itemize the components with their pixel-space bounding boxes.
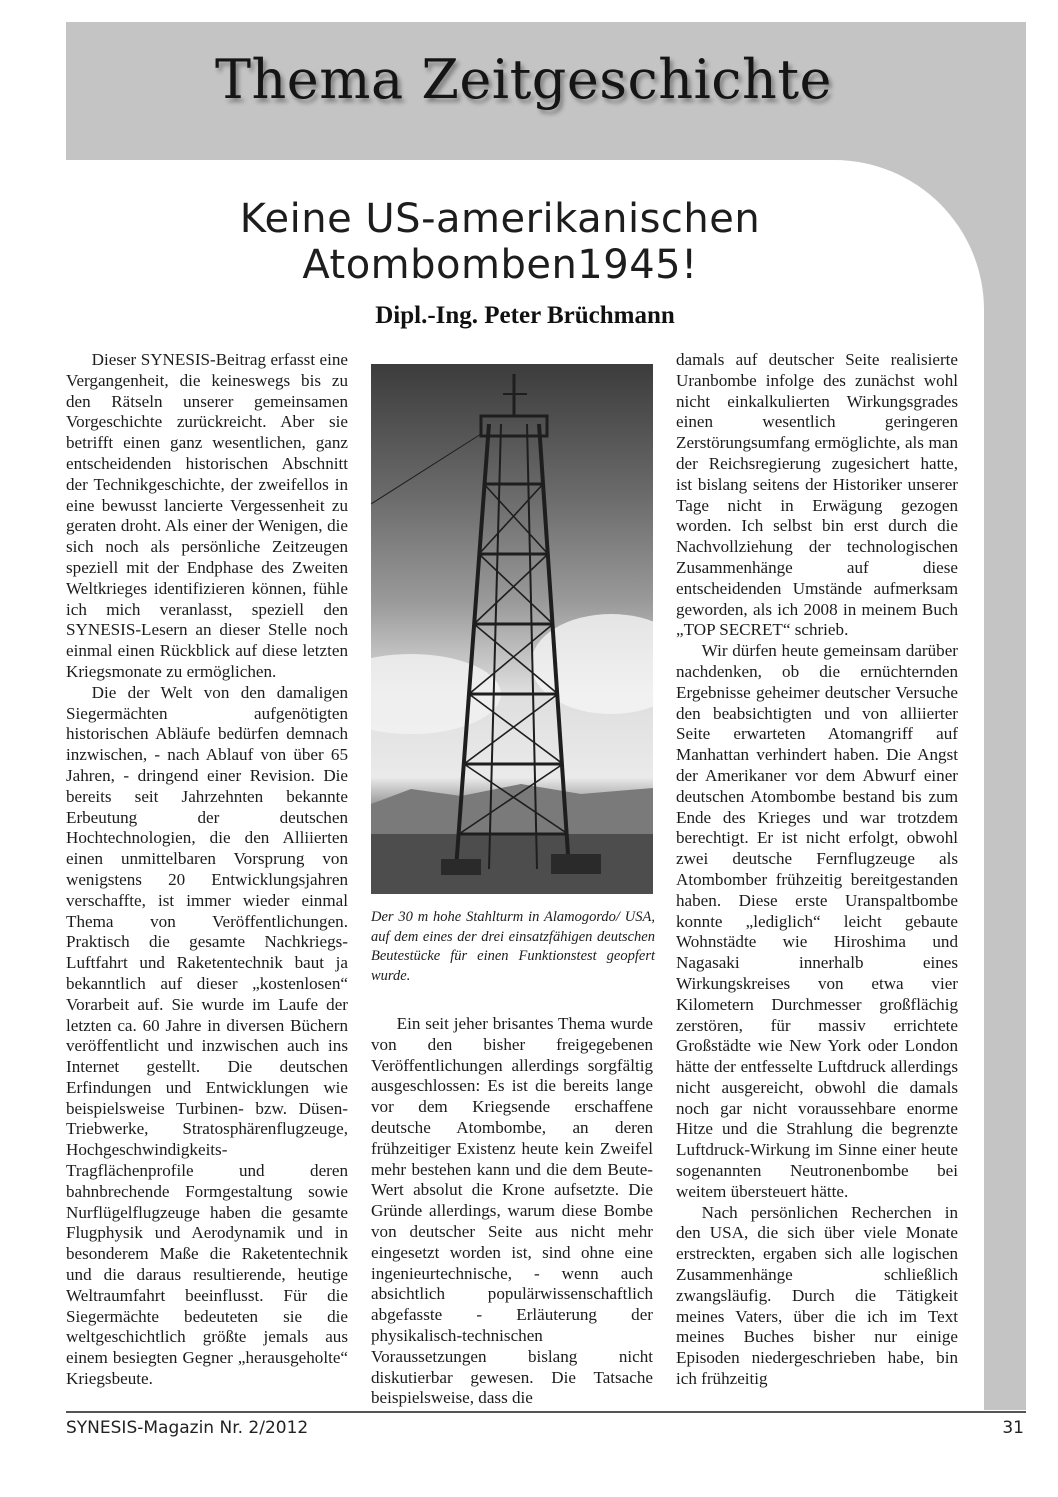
photo-caption: Der 30 m hohe Stahlturm in Alamogordo/ USA, auf dem eines der drei einsatzfähigen deutschen Beutestücke für einen Funktionstest geopfert wurde. — [371, 909, 655, 984]
paragraph: Nach persönlichen Recherchen in den USA, die sich über viele Monate erstreckten, ergaben sich alle logischen Zusammenhänge schließlich zwangsläufig. Durch die Tätigkeit meines Vaters, über die ich im Text meines Buches bisher nur einige Episoden niedergeschrieben habe, bin ich frühzeitig — [676, 1202, 958, 1389]
article-author: Dipl.-Ing. Peter Brüchmann — [375, 302, 675, 329]
text-column-middle — [371, 1014, 653, 1409]
footer-magazine: SYNESIS-Magazin Nr. 2/2012 — [66, 1418, 309, 1438]
paragraph: Dieser SYNESIS-Beitrag erfasst eine Vergangenheit, die keineswegs bis zu den Rätseln unserer gemeinsamen Vorgeschichte zurückreicht. Aber sie betrifft einen ganz wesentlichen, ganz entscheidenden historischen Abschnitt der Technikgeschichte, der zweifellos in eine bewusst lancierte Vergessenheit zu geraten droht. Als einer der Wenigen, die sich noch als persönliche Zeitzeugen speziell mit der Endphase des Zweiten Weltkrieges identifizieren können, fühle ich mich veranlasst, speziell den SYNESIS-Lesern an dieser Stelle noch einmal einen Rückblick auf diese letzten Kriegsmonate zu ermöglichen. — [66, 350, 348, 681]
article-title: Keine US-amerikanischen Atombomben1945! — [239, 196, 761, 288]
section-title: Thema Zeitgeschichte — [215, 48, 832, 111]
paragraph: damals auf deutscher Seite realisierte Uranbombe infolge des zunächst wohl nicht einkalkulierten Wirkungsgrades einen wesentlich geringeren Zerstörungsumfang ermöglichte, als man der Reichsregierung zugesichert hatte, ist bislang seitens der Historiker unserer Tage nicht in Erwägung gezogen worden. Ich selbst bin erst durch die Nachvollziehung der technologischen Zusammenhänge auf diese entscheidenden Umstände aufmerksam geworden, als ich 2008 in meinem Buch „TOP SECRET“ schrieb. — [676, 350, 958, 640]
paragraph: Wir dürfen heute gemeinsam darüber nachdenken, ob die ernüchternden Ergebnisse geheimer deutscher Versuche den beabsichtigten und von alliierter Seite erwarteten Atomangriff auf Manhattan verhindert haben. Die Angst der Amerikaner vor dem Abwurf einer deutschen Atombombe bestand bis zum Ende des Krieges und war trotzdem berechtigt. Er ist nicht erfolgt, obwohl zwei deutsche Fernflugzeuge als Atombomber frühzeitig bereitgestanden haben. Diese erste Uranspaltbombe konnte „lediglich“ leicht gebaute Wohnstädte wie Hiroshima und Nagasaki innerhalb eines Wirkungskreises von etwa vier Kilometern Durchmesser großflächig zerstören, für massiv errichtete Großstädte wie New York oder London hätte der entfesselte Luftdruck allerdings nicht ausgereicht, obwohl die damals noch gar nicht voraussehbare enorme Hitze und die Strahlung die begrenzte Luftdruck-Wirkung im Sinne einer heute sogenannten Neutronenbombe bei weitem übersteuert hätte. — [676, 641, 958, 1201]
text-column-left — [66, 350, 348, 1390]
steel-tower-photo — [371, 364, 653, 894]
paragraph: Die der Welt von den damaligen Siegermächten aufgenötigten historischen Abläufe bedürfen demnach inzwischen, - nach Ablauf von über 65 Jahren, - dringend einer Revision. Die bereits seit Jahrzehnten bekannte Erbeutung der deutschen Hochtechnologien, die den Alliierten einen unmittelbaren Vorsprung von wenigstens 20 Entwicklungsjahren verschaffte, ist immer wieder einmal Thema von Veröffentlichungen. Praktisch die gesamte Nachkriegs-Luftfahrt und Raketentechnik baut ja bekanntlich auf dieser „kostenlosen“ Vorarbeit auf. Sie wurde im Laufe der letzten ca. 60 Jahre in diversen Büchern veröffentlicht und inzwischen auch ins Internet gestellt. Die deutschen Erfindungen und Entwicklungen wie beispielsweise Turbinen- bzw. Düsen-Triebwerke, Stratosphärenflugzeuge, Hochgeschwindigkeits-Tragflächenprofile und deren bahnbrechende Formgestaltung sowie Nurflügelflugzeuge haben die gesamte Flugphysik und Aerodynamik und in besonderem Maße die Raketentechnik und die daraus resultierende, heutige Weltraumfahrt beeinflusst. Für die Siegermächte bedeuteten sie die weltgeschichtlich größte jemals aus einem besiegten Gegner „herausgeholte“ Kriegsbeute. — [66, 682, 348, 1389]
paragraph: Ein seit jeher brisantes Thema wurde von den bisher freigegebenen Veröffentlichungen allerdings sorgfältig ausgeschlossen: Es ist die bereits lange vor dem Kriegsende erschaffene deutsche Atombombe, an deren frühzeitiger Existenz heute kein Zweifel mehr bestehen kann und die dem Beute-Wert absolut die Krone aufsetzte. Die Gründe allerdings, warum diese Bombe von deutscher Seite aus nicht mehr eingesetzt worden ist, sind ohne eine ingenieurtechnische, - wenn auch absichtlich populärwissenschaftlich abgefasste - Erläuterung der physikalisch-technischen Voraussetzungen bislang nicht diskutierbar gewesen. Die Tatsache beispielsweise, dass die — [371, 1014, 653, 1408]
footer-rule — [66, 1411, 1026, 1413]
page-number: 31 — [1002, 1418, 1024, 1438]
text-column-right — [676, 350, 958, 1390]
